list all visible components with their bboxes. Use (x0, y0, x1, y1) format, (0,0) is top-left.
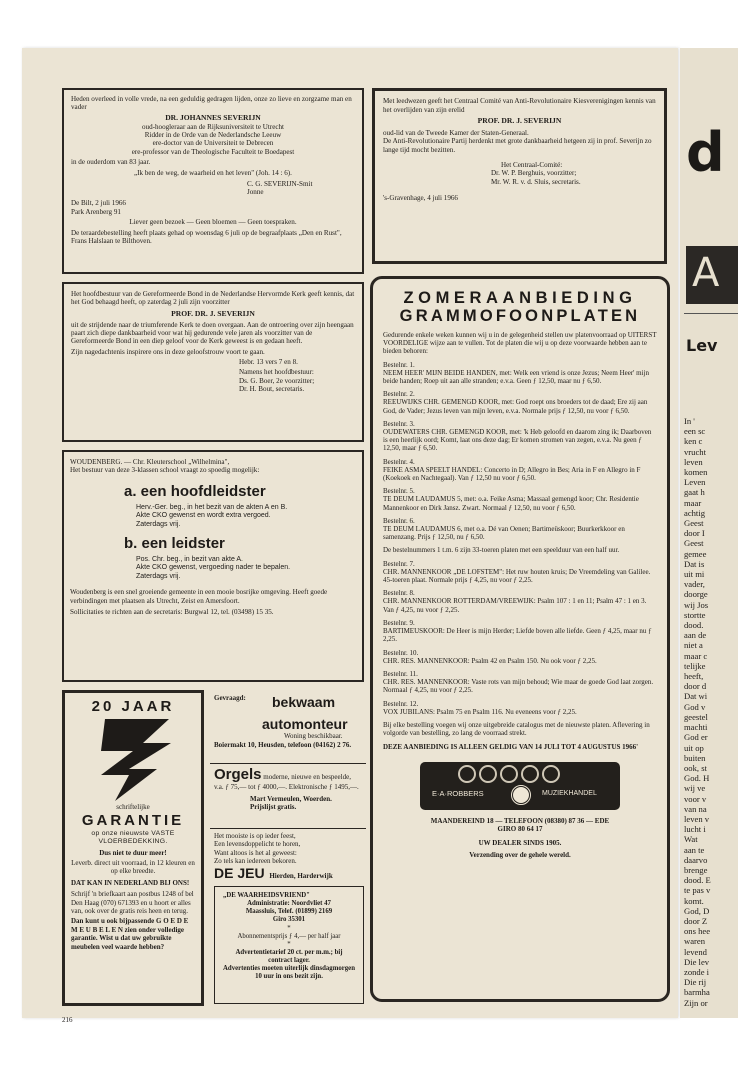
bond-intro: Het hoofdbestuur van de Gereformeerde Bond in de Nederlandse Hervormde Kerk geeft kennis, dat het God behaagd heeft, op zaterdag 2 juli zijn voorzitter (71, 290, 355, 307)
offer-item-text: CHR. MANNENKOOR ROTTERDAM/VREEWIJK: Psalm 107 : 1 en 11; Psalm 47 : 1 en 3. Van ƒ 4,25, nu voor ƒ 2,25. (383, 597, 647, 614)
position-a-title: a. een hoofdleidster (124, 482, 266, 500)
waarheidsvriend-admin: Administratie: Noordvliet 47 Maassluis, Telef. (01899) 2169 Giro 35301 (245, 900, 333, 923)
orgels-firm: Mart Vermeulen, Woerden. Prijslijst gratis. (250, 794, 332, 812)
offer-item-text: FEIKE ASMA SPEELT HANDEL: Concerto in D; Allegro in Bes; Aria in F en Allegro in F (Koekoek en Nachtegaal). Van ƒ 12,50 nu voor ƒ 6,50. (383, 465, 641, 483)
divider (210, 763, 366, 764)
dejeu-text: Het mooiste is op ieder feest, Een levensdoppelicht te horen, Want altoos is het al geweest: Zo tels kan iedereen bekoren. (214, 832, 301, 866)
position-b-text: Pos. Chr. beg., in bezit van akte A. Akte CKO gewenst, vergoeding nader te bepalen. Zaterdags vrij. (136, 556, 291, 580)
waarheidsvriend-subscription: Abonnementsprijs ƒ 4,— per half jaar (237, 933, 341, 940)
offer-item (383, 649, 657, 665)
logo-right: MUZIEKHANDEL (542, 789, 597, 797)
offer-item (383, 487, 657, 512)
committee-text: oud-lid van de Tweede Kamer der Staten-Generaal. De Anti-Revolutionaire Partij herdenkt met grote dankbaarheid hetgeen zij in prof. Severijn zo lange tijd mocht bezitten. (383, 128, 652, 154)
carpet-ad (62, 690, 204, 1006)
offer-valid: DEZE AANBIEDING IS ALLEEN GELDIG VAN 14 JULI TOT 4 AUGUSTUS 1966' (383, 743, 639, 752)
record-offer-ad (370, 276, 670, 1002)
offer-item (383, 560, 657, 585)
offer-dealer: UW DEALER SINDS 1905. (478, 838, 562, 847)
job-subheader: Het bestuur van deze 3-klassen school vraagt zo spoedig mogelijk: (70, 466, 260, 475)
offer-item (383, 721, 657, 737)
automonteur-text: Woning beschikbaar. (284, 732, 343, 741)
death-notice-family (62, 88, 364, 274)
carpet-line4: DAT KAN IN NEDERLAND BIJ ONS! (71, 878, 190, 887)
offer-item-text: De bestelnummers 1 t.m. 6 zijn 33-toeren platen met een speelduur van een half uur. (383, 546, 620, 555)
offer-item-text: NEEM HEER' MIJN BEIDE HANDEN, met: Welk een vriend is onze Jezus; Neem Heer' mijn beide handen; Roep uit aan alle stranden; e.v.a. Geen ƒ 12,50, maar nu ƒ 6,50. (383, 368, 650, 386)
automonteur-gevraagd: Gevraagd: (214, 694, 246, 702)
deceased-name: DR. JOHANNES SEVERIJN (165, 112, 261, 122)
carpet-line3: Leverb. direct uit voorraad, in 12 kleuren en op elke breedte. (71, 859, 195, 876)
carpet-line6: Dan kunt u ook bijpassende G O E D E M E U B E L E N zien onder volledige garantie. Wist u dat uw gebruikte meubelen veel waarde hebben? (71, 917, 189, 951)
offer-item (383, 670, 657, 695)
automonteur-address: Boiermakt 10, Heusden, telefoon (04162) 2 76. (214, 740, 352, 749)
offer-item (383, 390, 657, 415)
offer-intro: Gedurende enkele weken kunnen wij u in de gelegenheid stellen uw platenvoorraad op UITERST VOORDELIGE wijze aan te vullen. Tot de platen die wij u op deze voorwaarde hebben aan te bieden behoren: (383, 331, 657, 356)
next-page-block-letter: A (692, 250, 720, 296)
offer-address: MAANDEREIND 18 — TELEFOON (08380) 87 36 — EDE GIRO 80 64 17 (430, 816, 610, 833)
village-description: Woudenberg is een snel groeiende gemeente in een mooie bosrijke omgeving. Heeft goede verbindingen met plaatsen als Utrecht, Zeist en Amersfoort. (70, 588, 328, 605)
offer-item-number: Bestelnr. 7. (383, 559, 415, 568)
offer-title2: GRAMMOFOONPLATEN (399, 307, 641, 325)
offer-item (383, 361, 657, 386)
offer-item (383, 517, 657, 542)
carpet-garantie: GARANTIE (81, 811, 185, 829)
offer-item-text: CHR. MANNENKOOR „DE LOFSTEM": Het ruw houten kruis; De Vreemdeling van Galilee. 45-toeren plaat. Normale prijs ƒ 4,25, nu voor ƒ 2,25. (383, 567, 651, 585)
offer-item (383, 619, 657, 644)
offer-items-list (383, 361, 657, 738)
record-icon (510, 784, 532, 806)
offer-item (383, 458, 657, 483)
carpet-line5: Schrijf 'n briefkaart aan postbus 1248 of bel Den Haag (070) 671393 en u hoort er alles van, ook over de gratis reis heen en terug. (71, 890, 194, 916)
automonteur-ad (214, 694, 362, 749)
bond-name: PROF. DR. J. SEVERIJN (171, 308, 255, 318)
committee-place: 's-Gravenhage, 4 juli 1966 (383, 194, 458, 203)
orgels-word: Orgels (214, 766, 262, 783)
offer-item-number: Bestelnr. 2. (383, 390, 415, 399)
page-number: 216 (62, 1016, 73, 1024)
offer-item-text: TE DEUM LAUDAMUS 6, met o.a. Dé van Oenen; Bartimeüskoor; Buurkerkkoor en samenzang. Prijs ƒ 12,50, nu ƒ 6,50. (383, 525, 625, 542)
offer-item-number: Bestelnr. 9. (383, 618, 415, 627)
next-page-black-block (686, 246, 738, 304)
job-header: WOUDENBERG. — Chr. Kleuterschool „Wilhelmina", (70, 458, 230, 466)
bond-memory: Zijn nagedachtenis inspirere ons in deze geloofstrouw voort te gaan. (71, 347, 265, 356)
deceased-titles: oud-hoogleraar aan de Rijksuniversiteit te Utrecht Ridder in de Orde van de Nederlandsche Leeuw ere-doctor van de Universiteit te Debrecen ere-professor van de Theologische Faculteit te Boedapest (131, 122, 295, 156)
notice-intro: Heden overleed in volle vrede, na een geduldig gedragen lijden, onze zo lieve en zorgzame man en vader (71, 95, 352, 112)
offer-item (383, 420, 657, 453)
carpet-head: 20 JAAR (91, 698, 175, 715)
offer-item-text: Bij elke bestelling voegen wij onze uitgebreide catalogus met de nieuwste platen. Aflevering in volgorde van bestelling, zo lang de voorraad strekt. (383, 720, 650, 738)
divider (684, 313, 738, 314)
burial-line: De teraardebestelling heeft plaats gehad op woensdag 6 juli op de begraafplaats „Den en Rust", Frans Halslaan te Bilthoven. (71, 229, 342, 246)
next-page-heading: Lev (686, 336, 718, 355)
death-notice-committee (372, 88, 667, 264)
offer-item-number: Bestelnr. 3. (383, 419, 415, 428)
offer-item-text: TE DEUM LAUDAMUS 5, met: o.a. Feike Asma; Massaal gemengd koor; Chr. Residentie Mannenkoor en Dirk Jansz. Zwart. Normaal ƒ 12,50, nu voor ƒ 6,50. (383, 495, 639, 512)
offer-item-text: OUDEWATERS CHR. GEMENGD KOOR, met: 'k Heb geloofd en daarom zing ik; Daarboven is een heerlijk oord; Komt, laat ons deze dag; Er komen stromen van zegen, e.v.a. Nu geen ƒ 12,50, maar ƒ 6,50. (383, 428, 652, 453)
place-date: De Bilt, 2 juli 1966 Park Arenberg 91 (71, 199, 126, 216)
carpet-small: schriftelijke (116, 803, 150, 812)
offer-item (383, 546, 657, 554)
newspaper-page (22, 48, 678, 1024)
bible-quote: „Ik ben de weg, de waarheid en het leven" (Joh. 14 : 6). (134, 169, 292, 178)
carpet-line1: op onze nieuwste VASTE VLOERBEDEKKING. (91, 829, 175, 846)
waarheidsvriend-box: „DE WAARHEIDSVRIEND" Administratie: Noordvliet 47 Maassluis, Telef. (01899) 2169 Giro 35301 * Abonnementsprijs ƒ 4,— per half jaar * Advertentietarief 20 ct. per m.m.; bij contract lager. Advertenties moeten uiterlijk dinsdagmorgen 10 uur in ons bezit zijn. (214, 886, 364, 1004)
lightning-icon (71, 713, 199, 803)
offer-item-text: BARTIMEUSKOOR: De Heer is mijn Herder; Liefde boven alle liefde. Geen ƒ 4,25, maar nu ƒ 2,25. (383, 627, 652, 644)
bond-signed: Namens het hoofdbestuur: Ds. G. Boer, 2e voorzitter; Dr. H. Bout, secretaris. (239, 368, 315, 393)
offer-title1: ZOMERAANBIEDING (403, 289, 637, 307)
waarheidsvriend-title: „DE WAARHEIDSVRIEND" (223, 892, 310, 899)
committee-members: Dr. W. P. Berghuis, voorzitter; Mr. W. R. v. d. Sluis, secretaris. (491, 169, 581, 186)
carpet-line2: Dus niet te duur meer! (99, 848, 167, 857)
offer-item (383, 589, 657, 614)
automonteur-title1: bekwaam (272, 694, 336, 710)
offer-shipping: Verzending over de gehele wereld. (469, 851, 571, 860)
waarheidsvriend-deadline: Advertenties moeten uiterlijk dinsdagmorgen 10 uur in ons bezit zijn. (223, 965, 355, 980)
committee-title: Het Centraal-Comité: (501, 160, 563, 169)
robbers-logo (420, 762, 620, 810)
dejeu-ad (214, 832, 366, 881)
position-b-title: b. een leidster (124, 535, 225, 553)
signature: C. G. SEVERIJN-Smit Jonne (247, 179, 313, 196)
offer-item-number: Bestelnr. 4. (383, 457, 415, 466)
position-a-text: Herv.-Ger. beg., in het bezit van de akten A en B. Akte CKO gewenst en wordt extra vergoed. Zaterdags vrij. (136, 503, 288, 528)
orgels-ad (214, 767, 362, 812)
bond-verse: Hebr. 13 vers 7 en 8. (239, 358, 298, 367)
offer-item-number: Bestelnr. 12. (383, 699, 419, 708)
age-line: in de ouderdom van 83 jaar. (71, 158, 151, 167)
dejeu-brand: DE JEU (214, 864, 265, 881)
offer-item (383, 700, 657, 716)
offer-item-number: Bestelnr. 5. (383, 487, 415, 496)
offer-item-text: REEUWIJKS CHR. GEMENGD KOOR, met: God roept ons broeders tot de daad; Ere zij aan God, de Vader; Jezus leven van mijn leven, e.v.a. Normale prijs ƒ 12,50, nu voor ƒ 6,50. (383, 398, 648, 415)
apply-info: Sollicitaties te richten aan de secretaris: Burgwal 12, tel. (03498) 15 35. (70, 608, 274, 617)
divider (210, 828, 366, 829)
offer-item-number: Bestelnr. 10. (383, 648, 419, 657)
offer-item-number: Bestelnr. 11. (383, 669, 418, 678)
orgels-text: moderne, nieuwe en bespeelde, v.a. ƒ 75,— tot ƒ 4000,—. Elektronische ƒ 1495,—. (214, 773, 359, 791)
bond-text: uit de strijdende naar de triumferende Kerk te doen overgaan. Aan de ontroering over zijn heengaan paart zich diepe dankbaarheid voor wat hij gedurende vele jaren als voorzitter van de Gereformeerde Bond in een diep geloof voor de Kerk geweest is en gedaan heeft. (71, 320, 354, 346)
request-line: Liever geen bezoek — Geen bloemen — Geen toespraken. (129, 217, 297, 226)
offer-item-text: CHR. RES. MANNENKOOR: Vaste rots van mijn behoud; Wie maar de goede God laat zorgen. Normaal ƒ 4,25, nu voor ƒ 2,25. (383, 678, 654, 695)
offer-item-number: Bestelnr. 6. (383, 516, 415, 525)
committee-name: PROF. DR. J. SEVERIJN (477, 116, 562, 126)
next-page-column: In ' een sc ken c vrucht leven komen Leven gaat h maar achtig Geest door I Geest gemee Dat is uit mi vader, doorge wij Jos stortte dood. aan de niet a maar c telijke heeft, door d Dat wi God v geestel machti God er uit op buiten ook, st God. H wij ve voor v van na leven v lucht i Wat aan te daarvo brenge dood. E te pas v komt. God, D door Z ons hee waren levend Die lev zonde i Die rij barmha Zijn or (684, 416, 711, 1008)
death-notice-bond (62, 282, 364, 442)
offer-item-number: Bestelnr. 1. (383, 360, 415, 369)
waarheidsvriend-advert: Advertentietarief 20 ct. per m.m.; bij contract lager. (235, 949, 343, 964)
offer-item-text: CHR. RES. MANNENKOOR: Psalm 42 en Psalm 150. Nu ook voor ƒ 2,25. (383, 656, 597, 665)
next-page-edge (680, 48, 738, 1018)
automonteur-title2: automonteur (262, 716, 348, 733)
dejeu-place: Hierden, Harderwijk (269, 871, 333, 880)
job-ad-woudenberg (62, 450, 364, 682)
offer-item-text: VOX JUBILANS: Psalm 75 en Psalm 116. Nu eveneens voor ƒ 2,25. (383, 707, 577, 716)
next-page-big-letter: d (686, 121, 725, 184)
committee-intro: Met leedwezen geeft het Centraal Comité van Anti-Revolutionaire Kiesverenigingen kennis van het overlijden van zijn erelid (383, 97, 656, 114)
logo-left: E·A·ROBBERS (432, 788, 484, 798)
offer-item-number: Bestelnr. 8. (383, 589, 415, 598)
